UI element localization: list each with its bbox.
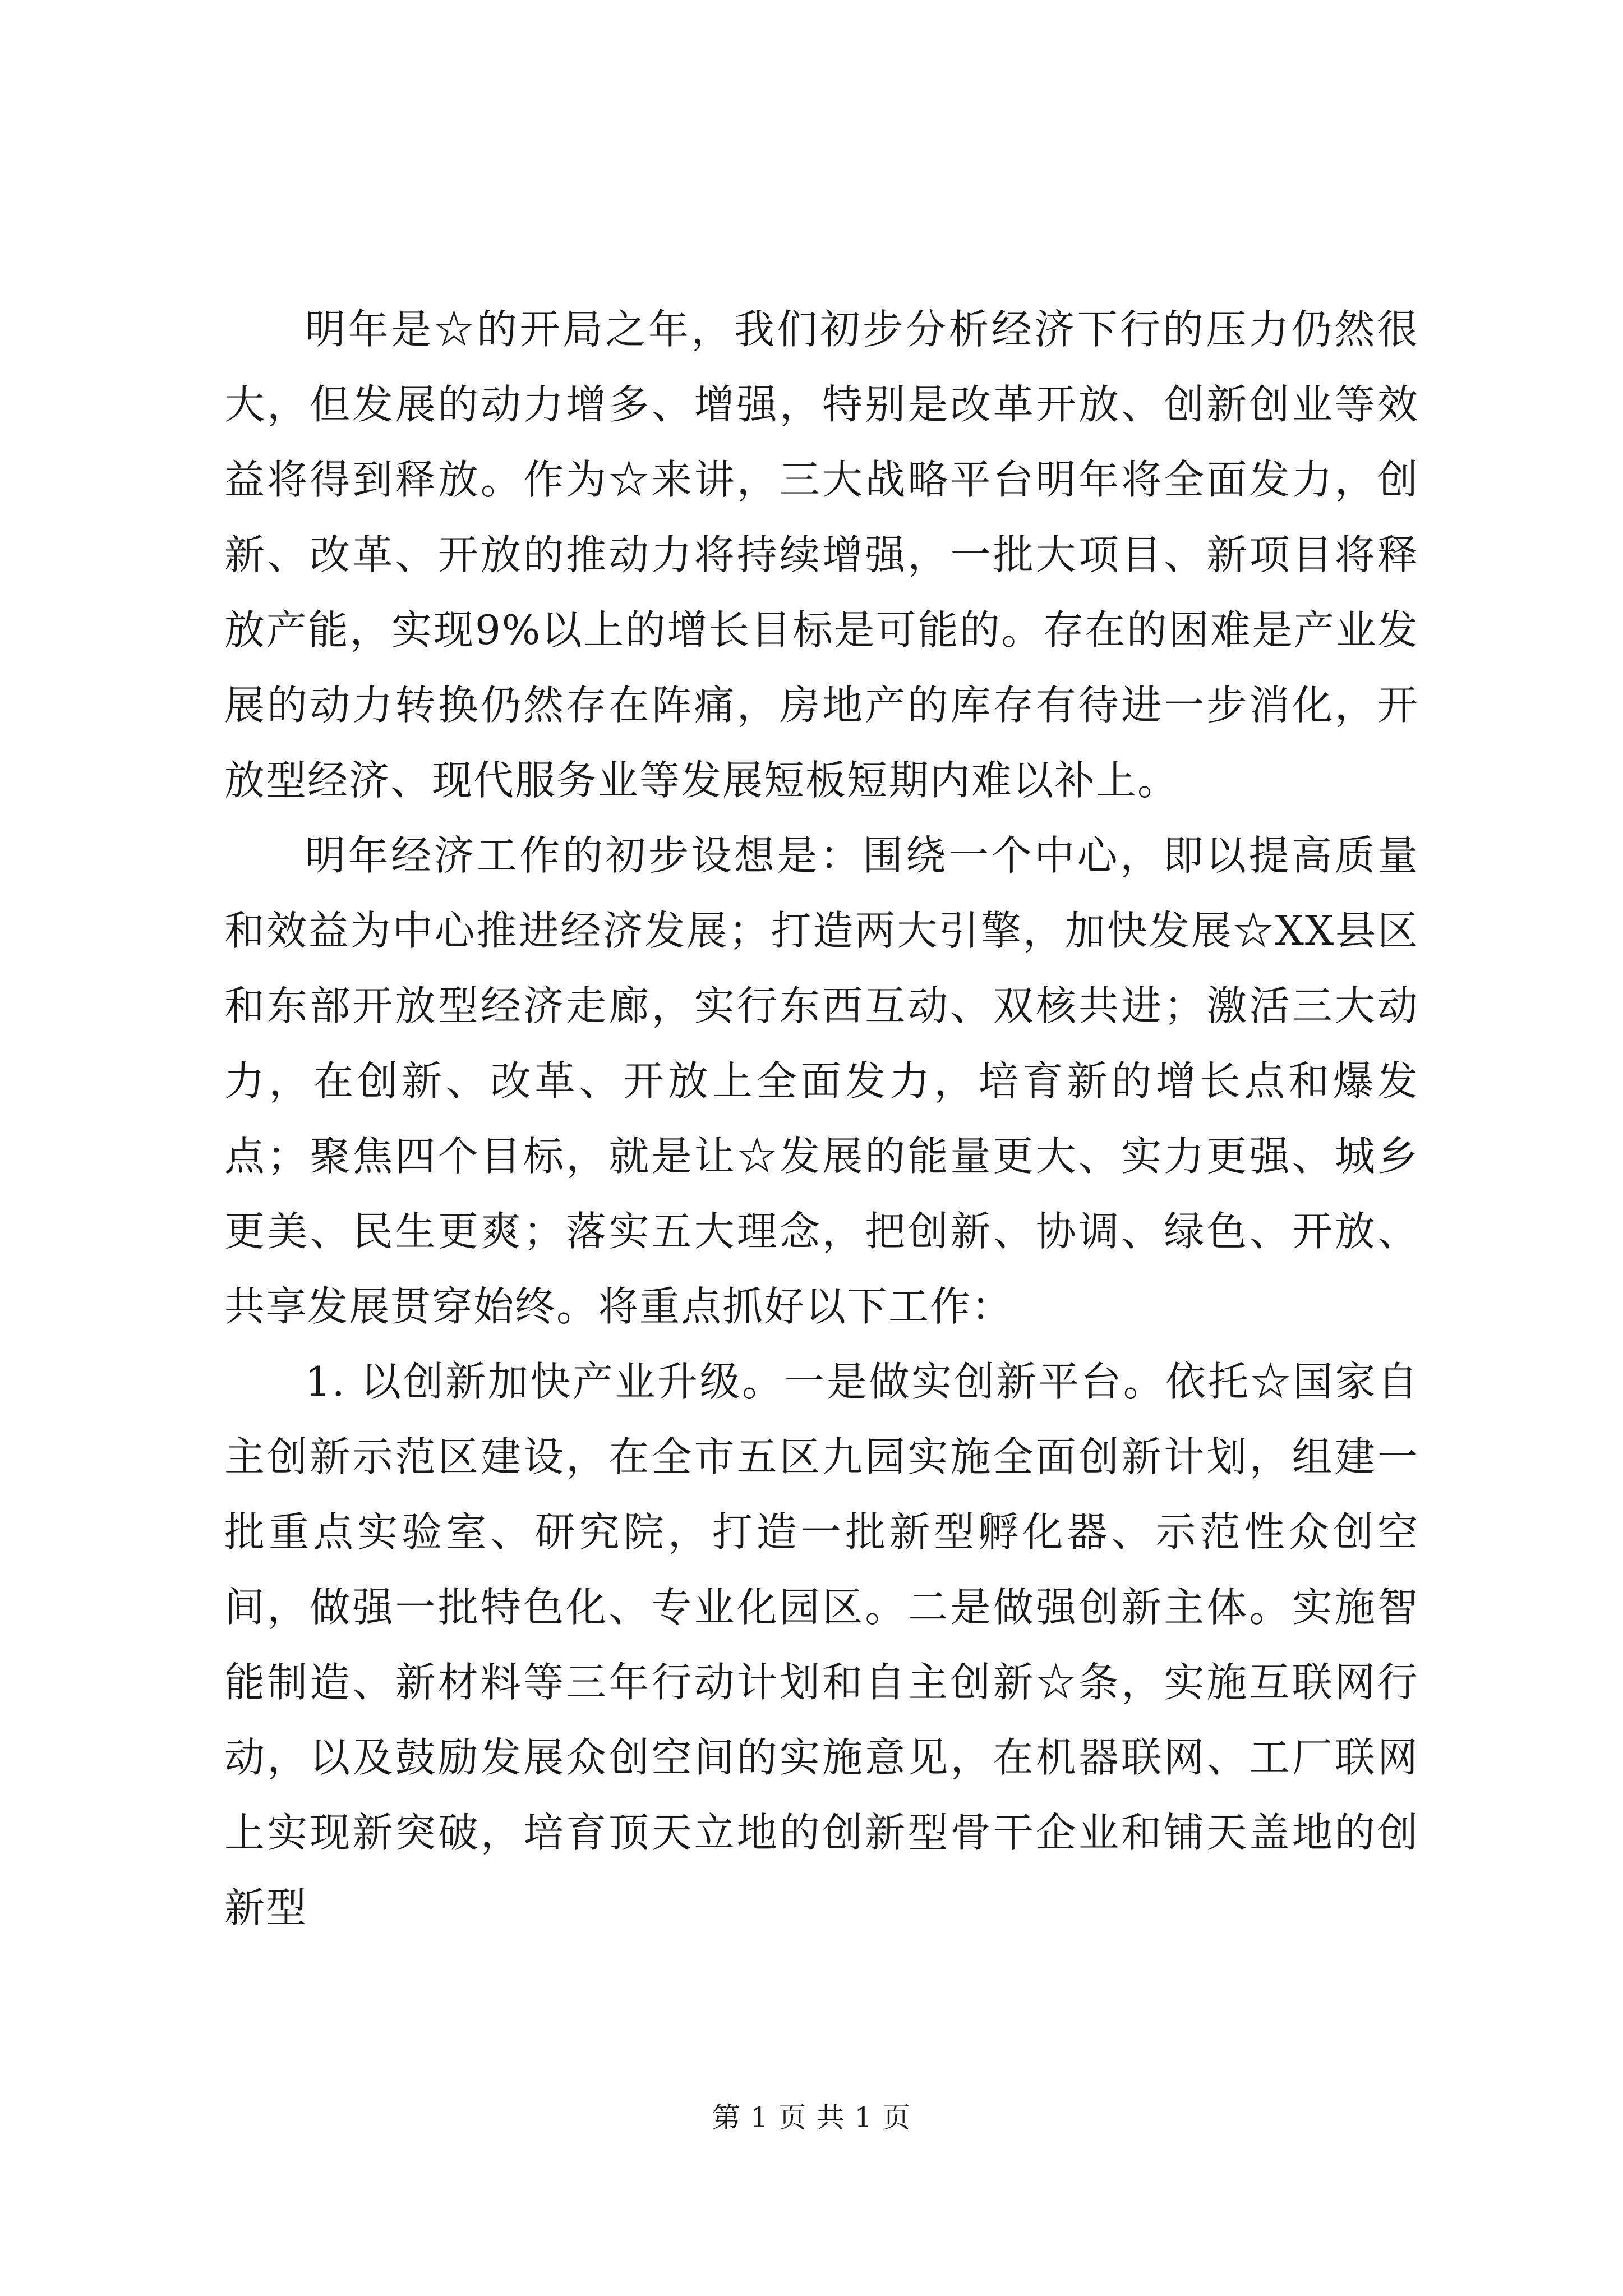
paragraph-1: 明年是☆的开局之年，我们初步分析经济下行的压力仍然很大，但发展的动力增多、增强，特别是改革开放、创新创业等效益将得到释放。作为☆来讲，三大战略平台明年将全面发力，创新、改革、开放的推动力将持续增强，一批大项目、新项目将释放产能，实现9%以上的增长目标是可能的。存在的困难是产业发展的动力转换仍然存在阵痛，房地产的库存有待进一步消化，开放型经济、现代服务业等发展短板短期内难以补上。 xyxy=(224,306,1419,804)
document-body xyxy=(224,292,1419,1945)
page-footer: 第 1 页 共 1 页 xyxy=(712,2101,911,2134)
paragraph-3: 1. 以创新加快产业升级。一是做实创新平台。依托☆国家自主创新示范区建设，在全市五区九园实施全面创新计划，组建一批重点实验室、研究院，打造一批新型孵化器、示范性众创空间，做强一批特色化、专业化园区。二是做强创新主体。实施智能制造、新材料等三年行动计划和自主创新☆条，实施互联网行动，以及鼓励发展众创空间的实施意见，在机器联网、工厂联网上实现新突破，培育顶天立地的创新型骨干企业和铺天盖地的创新型 xyxy=(224,1358,1419,1931)
paragraph-2: 明年经济工作的初步设想是：围绕一个中心，即以提高质量和效益为中心推进经济发展；打造两大引擎，加快发展☆XX县区和东部开放型经济走廊，实行东西互动、双核共进；激活三大动力，在创新、改革、开放上全面发力，培育新的增长点和爆发点；聚焦四个目标，就是让☆发展的能量更大、实力更强、城乡更美、民生更爽；落实五大理念，把创新、协调、绿色、开放、共享发展贯穿始终。将重点抓好以下工作： xyxy=(224,832,1419,1330)
